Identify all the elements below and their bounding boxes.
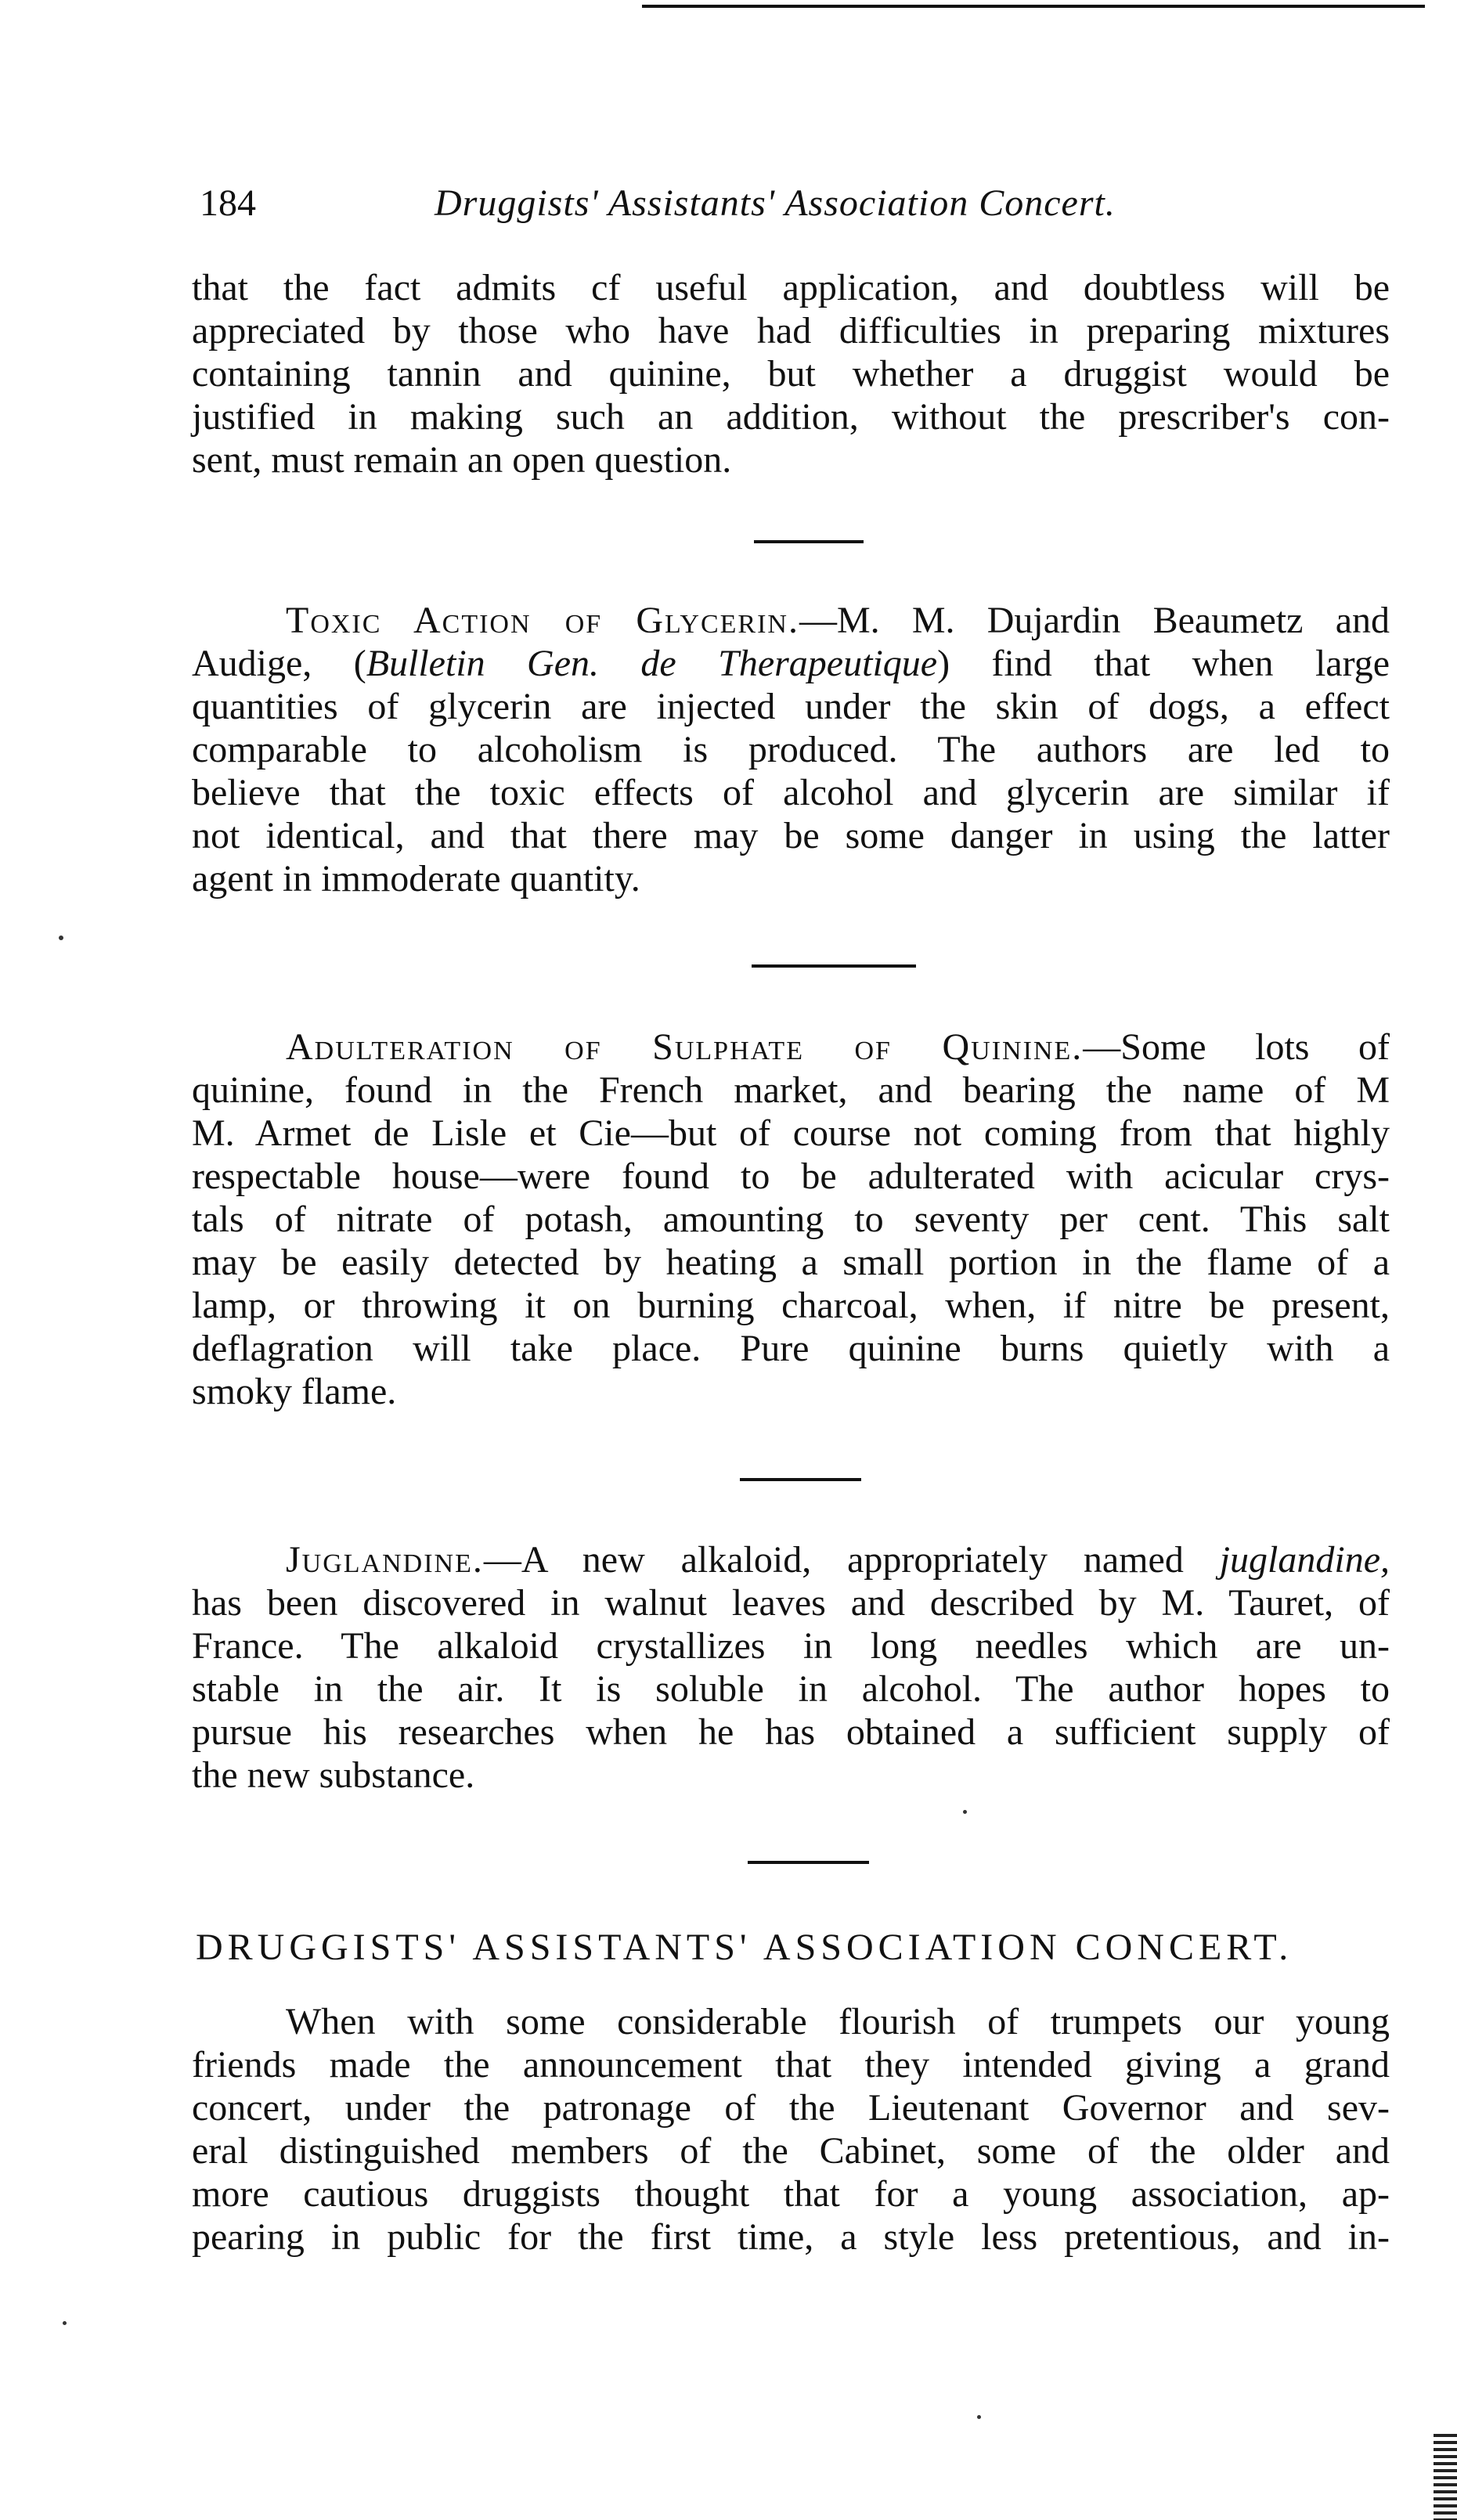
text-line: pearing in public for the first time, a style less pretentious, and in-: [192, 2216, 1390, 2258]
text-run: Audige, (: [192, 643, 366, 684]
text-line: concert, under the patronage of the Lieutenant Governor and sev-: [192, 2087, 1390, 2129]
journal-title: Bulletin Gen. de Therapeutique: [366, 643, 938, 684]
paragraph-first-line: [192, 1026, 1390, 1069]
text-run: —A new alkaloid, appropriately named: [483, 1539, 1220, 1581]
scan-speck: [63, 2321, 67, 2325]
text-line: deflagration will take place. Pure quinine burns quietly with a: [192, 1328, 1390, 1369]
paragraph-heading: Juglandine.: [286, 1539, 484, 1581]
text-line: has been discovered in walnut leaves and described by M. Tauret, of: [192, 1582, 1390, 1624]
text-line: justified in making such an addition, without the prescriber's con-: [192, 396, 1390, 438]
paragraph-toxic-action-glycerin: [192, 599, 1390, 900]
section-heading: DRUGGISTS' ASSISTANTS' ASSOCIATION CONCERT.: [196, 1927, 1293, 1968]
running-head: [200, 182, 1264, 236]
paragraph-concert: [192, 2000, 1390, 2259]
paragraph-first-line: [192, 1538, 1390, 1581]
text-line: eral distinguished members of the Cabinet, some of the older and: [192, 2130, 1390, 2172]
text-run: ) find that when large: [937, 643, 1390, 684]
paragraph-heading: Adulteration of Sulphate of Quinine.: [286, 1026, 1084, 1068]
scan-speck: [977, 2415, 981, 2419]
text-line: the new substance.: [192, 1754, 475, 1796]
text-line: respectable house—were found to be adulterated with acicular crys-: [192, 1155, 1390, 1197]
text-line: smoky flame.: [192, 1371, 397, 1412]
scan-speck: [59, 936, 63, 940]
text-run: —M. M. Dujardin Beaumetz and: [799, 600, 1390, 641]
text-line: quinine, found in the French market, and bearing the name of M: [192, 1069, 1390, 1111]
page-edge-mark: [1434, 2434, 1457, 2520]
text-line: friends made the announcement that they intended giving a grand: [192, 2044, 1390, 2086]
paragraph-first-line: [192, 599, 1390, 642]
section-separator: [748, 1861, 869, 1864]
text-line: appreciated by those who have had difficulties in preparing mixtures: [192, 310, 1390, 352]
text-line: believe that the toxic effects of alcohol and glycerin are similar if: [192, 772, 1390, 813]
paragraph-heading: Toxic Action of Glycerin.: [286, 600, 799, 641]
text-run: —Some lots of: [1083, 1026, 1390, 1068]
text-line: pursue his researches when he has obtained a sufficient supply of: [192, 1711, 1390, 1753]
text-line: sent, must remain an open question.: [192, 439, 732, 481]
text-line: that the fact admits cf useful application, and doubtless will be: [192, 267, 1390, 308]
alkaloid-name: juglandine,: [1219, 1539, 1390, 1581]
paragraph-juglandine: [192, 1538, 1390, 1797]
text-line: tals of nitrate of potash, amounting to seventy per cent. This salt: [192, 1199, 1390, 1240]
text-line: quantities of glycerin are injected under the skin of dogs, a effect: [192, 686, 1390, 727]
top-border-rule: [642, 5, 1425, 8]
section-separator: [754, 540, 864, 543]
section-separator: [752, 964, 916, 968]
text-line: France. The alkaloid crystallizes in long needles which are un-: [192, 1625, 1390, 1667]
text-line: When with some considerable flourish of trumpets our young: [286, 2001, 1390, 2042]
text-line: agent in immoderate quantity.: [192, 858, 640, 899]
text-line: containing tannin and quinine, but whether a druggist would be: [192, 353, 1390, 395]
paragraph-adulteration-quinine: [192, 1026, 1390, 1413]
text-line: stable in the air. It is soluble in alcohol. The author hopes to: [192, 1668, 1390, 1710]
page-number: 184: [200, 182, 256, 224]
running-title: Druggists' Assistants' Association Concert.: [435, 182, 1116, 224]
text-line: comparable to alcoholism is produced. The authors are led to: [192, 729, 1390, 770]
section-separator: [740, 1478, 861, 1481]
text-line: lamp, or throwing it on burning charcoal, when, if nitre be present,: [192, 1285, 1390, 1326]
text-line: not identical, and that there may be some danger in using the latter: [192, 815, 1390, 856]
text-line: M. Armet de Lisle et Cie—but of course not coming from that highly: [192, 1112, 1390, 1154]
paragraph-continuation: [192, 266, 1390, 481]
text-line: [192, 642, 1390, 685]
scan-speck: [963, 1810, 967, 1814]
text-line: may be easily detected by heating a small portion in the flame of a: [192, 1242, 1390, 1283]
text-line: more cautious druggists thought that for a young association, ap-: [192, 2173, 1390, 2215]
